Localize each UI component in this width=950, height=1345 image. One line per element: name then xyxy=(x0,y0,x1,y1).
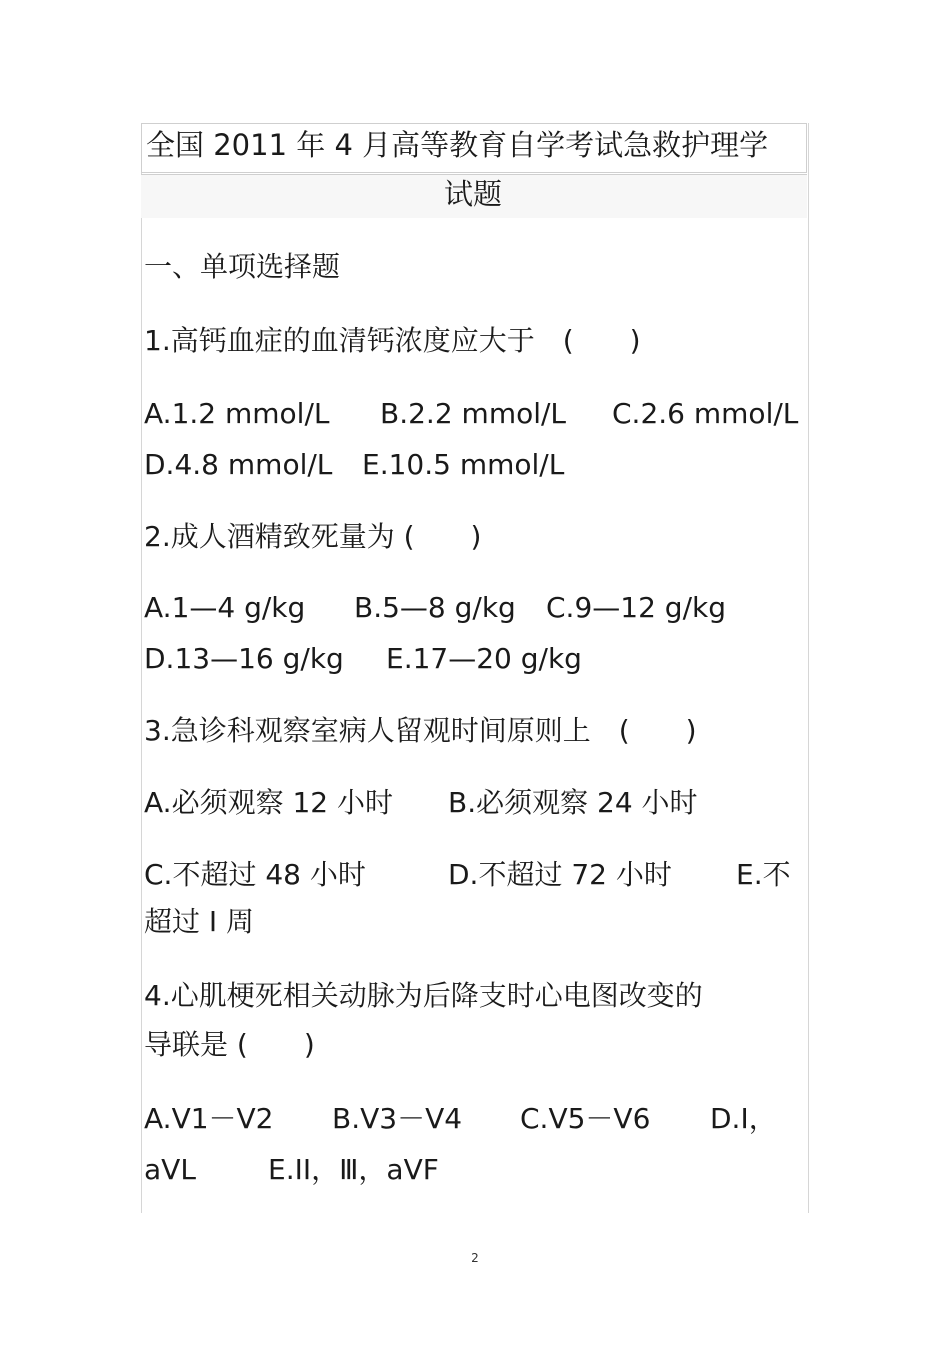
question-1-option-a: A.1.2 mmol/L xyxy=(144,397,330,430)
document-title-line2: 试题 xyxy=(444,177,503,211)
question-2-option-d: D.13—16 g/kg xyxy=(144,642,344,675)
question-1-stem: 1.高钙血症的血清钙浓度应大于 ( ) xyxy=(144,324,641,357)
section-heading: 一、单项选择题 xyxy=(144,250,341,283)
question-1-option-b: B.2.2 mmol/L xyxy=(380,397,567,430)
question-4-stem-line1: 4.心肌梗死相关动脉为后降支时心电图改变的 xyxy=(144,979,703,1012)
question-3-option-a: A.必须观察 12 小时 xyxy=(144,786,393,819)
question-3-option-b: B.必须观察 24 小时 xyxy=(448,786,698,819)
question-4-option-b: B.V3－V4 xyxy=(332,1102,463,1135)
question-3-stem: 3.急诊科观察室病人留观时间原则上 ( ) xyxy=(144,714,697,747)
question-2-option-b: B.5—8 g/kg xyxy=(354,591,516,624)
question-1-option-c: C.2.6 mmol/L xyxy=(612,397,799,430)
question-3-option-c: C.不超过 48 小时 xyxy=(144,858,366,891)
document-title-line1: 全国 2011 年 4 月高等教育自学考试急救护理学 xyxy=(146,128,769,162)
question-2-option-a: A.1—4 g/kg xyxy=(144,591,306,624)
question-4-option-c: C.V5－V6 xyxy=(520,1102,651,1135)
question-2-stem: 2.成人酒精致死量为 ( ) xyxy=(144,520,482,553)
question-2-option-c: C.9—12 g/kg xyxy=(546,591,726,624)
page-number: 2 xyxy=(471,1251,479,1265)
question-4-option-d: D.I， xyxy=(710,1102,777,1135)
question-4-stem-line2: 导联是 ( ) xyxy=(144,1028,315,1061)
question-2-option-e: E.17—20 g/kg xyxy=(386,642,582,675)
question-4-option-d-cont: aVL xyxy=(144,1153,196,1186)
question-3-option-e: E.不 xyxy=(736,858,791,891)
question-3-option-e-cont: 超过 I 周 xyxy=(144,905,255,938)
question-1-option-d: D.4.8 mmol/L xyxy=(144,448,333,481)
question-1-option-e: E.10.5 mmol/L xyxy=(362,448,565,481)
question-4-option-a: A.V1－V2 xyxy=(144,1102,274,1135)
question-3-option-d: D.不超过 72 小时 xyxy=(448,858,672,891)
question-4-option-e: E.II，Ⅲ，aVF xyxy=(268,1153,439,1186)
